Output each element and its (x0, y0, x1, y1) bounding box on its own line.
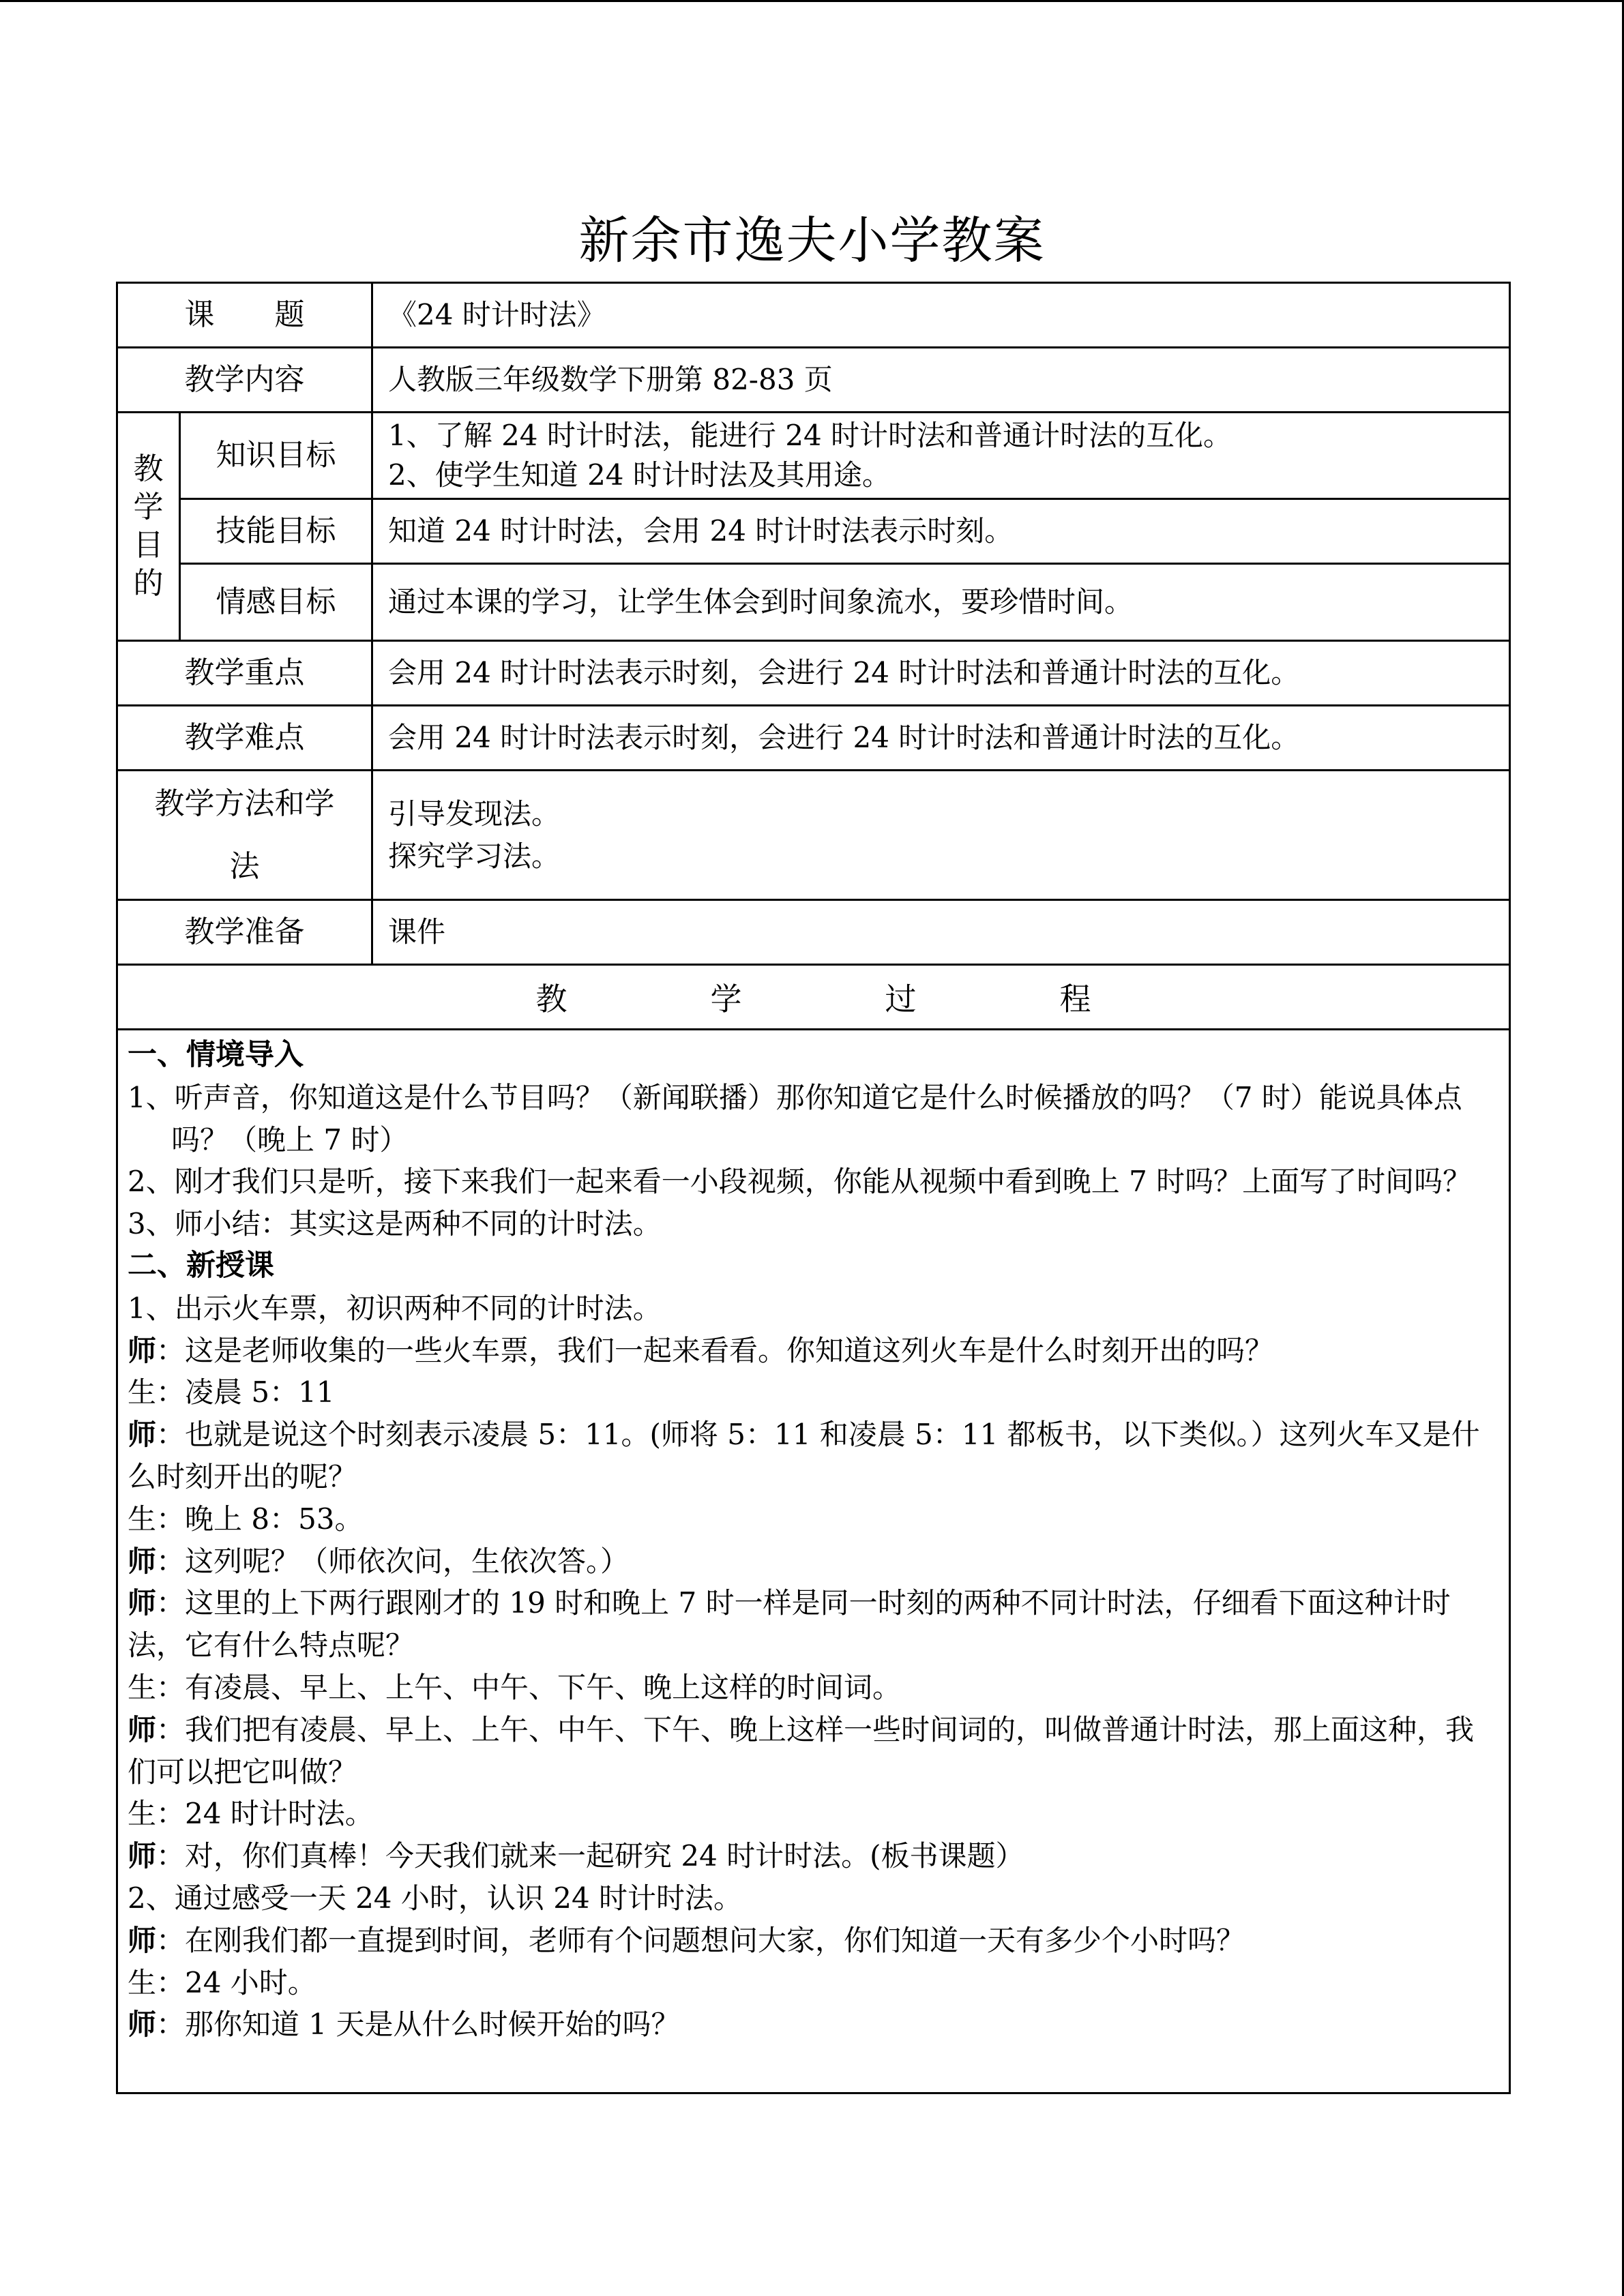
speaker-label: 师 (128, 1923, 157, 1957)
process-body (117, 1030, 1510, 2093)
skill-goal-value: 知道 24 时计时法，会用 24 时计时法表示时刻。 (372, 499, 1510, 564)
process-list (128, 1034, 1496, 2046)
process-line: 2、通过感受一天 24 小时，认识 24 时计时法。 (128, 1881, 743, 1915)
row-process-header (117, 965, 1510, 1030)
skill-goal-label: 技能目标 (180, 499, 372, 564)
method-line: 探究学习法。 (388, 839, 561, 873)
goals-char: 的 (133, 566, 164, 601)
goals-group-label (117, 413, 180, 641)
dialog-text: ：那你知道 1 天是从什么时候开始的吗？ (156, 2008, 680, 2042)
dialog-text: ：也就是说这个时刻表示凌晨 5：11。(师将 5：11 和凌晨 5：11 都板书，以下类似。）这列火车又是什么时刻开出的呢？ (128, 1418, 1480, 1493)
speaker-label: 师 (128, 1418, 157, 1452)
knowledge-goal-line: 1、了解 24 时计时法，能进行 24 时计时法和普通计时法的互化。 (388, 419, 1232, 452)
speaker-label: 师 (128, 1586, 157, 1620)
prep-label: 教学准备 (117, 900, 372, 965)
page-top-border (0, 0, 1624, 2)
prep-value: 课件 (372, 900, 1510, 965)
row-difficulty (117, 706, 1510, 771)
key-point-value: 会用 24 时计时法表示时刻，会进行 24 时计时法和普通计时法的互化。 (372, 641, 1510, 706)
speaker-label: 师 (128, 1544, 157, 1578)
process-numbered-item: 3、师小结：其实这是两种不同的计时法。 (128, 1207, 662, 1241)
method-label-line: 法 (229, 848, 260, 884)
process-numbered-item: 1、听声音，你知道这是什么节目吗？（新闻联播）那你知道它是什么时候播放的吗？（7 时）能说具体点吗？（晚上 7 时） (128, 1080, 1462, 1157)
process-section-heading: 二、新授课 (128, 1248, 274, 1283)
process-dialog-line (128, 2003, 1496, 2046)
process-header (117, 965, 1510, 1030)
dialog-text: ：这里的上下两行跟刚才的 19 时和晚上 7 时一样是同一时刻的两种不同计时法，仔细看下面这种计时法，它有什么特点呢？ (128, 1586, 1451, 1663)
method-line: 引导发现法。 (388, 796, 561, 831)
row-content (117, 348, 1510, 413)
emotion-goal-label: 情感目标 (180, 564, 372, 641)
dialog-text: ：在刚我们都一直提到时间，老师有个问题想问大家，你们知道一天有多少个小时吗？ (156, 1923, 1245, 1957)
method-label-line: 教学方法和学 (154, 786, 335, 821)
goals-char: 目 (133, 528, 164, 563)
speaker-label: 师 (128, 1333, 157, 1367)
difficulty-label: 教学难点 (117, 706, 372, 771)
content-label: 教学内容 (117, 348, 372, 413)
dialog-text: ：我们把有凌晨、早上、上午、中午、下午、晚上这样一些时间词的，叫做普通计时法，那上面这种，我们可以把它叫做？ (128, 1712, 1475, 1789)
process-dialog-line (128, 1835, 1496, 1877)
content-value: 人教版三年级数学下册第 82-83 页 (372, 348, 1510, 413)
row-method (117, 771, 1510, 900)
row-prep (117, 900, 1510, 965)
emotion-goal-value: 通过本课的学习，让学生体会到时间象流水，要珍惜时间。 (372, 564, 1510, 641)
process-dialog-line (128, 1540, 1496, 1583)
process-section-heading: 一、情境导入 (128, 1038, 304, 1072)
row-knowledge-goal (117, 413, 1510, 499)
process-line: 生：有凌晨、早上、上午、中午、下午、晚上这样的时间词。 (128, 1670, 902, 1704)
dialog-text: ：这是老师收集的一些火车票，我们一起来看看。你知道这列火车是什么时刻开出的吗？ (156, 1333, 1274, 1367)
lesson-plan-table (116, 282, 1511, 2094)
speaker-label: 师 (128, 2008, 157, 2042)
topic-label: 课 题 (117, 283, 372, 348)
row-emotion-goal (117, 564, 1510, 641)
process-dialog-line (128, 1330, 1496, 1372)
row-skill-goal (117, 499, 1510, 564)
knowledge-goal-value (372, 413, 1510, 499)
goals-char: 教 (133, 451, 164, 486)
process-dialog-line (128, 1582, 1496, 1667)
process-line: 1、出示火车票，初识两种不同的计时法。 (128, 1291, 662, 1325)
document-title: 新余市逸夫小学教案 (578, 211, 1046, 270)
process-dialog-line (128, 1709, 1496, 1793)
process-header-char: 教 (535, 981, 567, 1017)
row-topic (117, 283, 1510, 348)
goals-char: 学 (133, 490, 164, 524)
speaker-label: 师 (128, 1712, 157, 1746)
process-dialog-line (128, 1414, 1496, 1498)
method-label (117, 771, 372, 900)
speaker-label: 师 (128, 1839, 157, 1873)
key-point-label: 教学重点 (117, 641, 372, 706)
process-header-char: 过 (885, 981, 917, 1017)
process-line: 生：24 小时。 (128, 1965, 316, 1999)
process-numbered-item: 2、刚才我们只是听，接下来我们一起来看一小段视频，你能从视频中看到晚上 7 时吗？上面写了时间吗？ (128, 1165, 1472, 1199)
row-key-point (117, 641, 1510, 706)
dialog-text: ：这列呢？（师依次问，生依次答。） (156, 1544, 630, 1578)
process-line: 生：晚上 8：53。 (128, 1502, 364, 1536)
process-line: 生：凌晨 5：11 (128, 1375, 335, 1410)
process-dialog-line (128, 1920, 1496, 1962)
topic-value: 《24 时计时法》 (372, 283, 1510, 348)
process-header-char: 学 (710, 981, 742, 1017)
difficulty-value: 会用 24 时计时法表示时刻，会进行 24 时计时法和普通计时法的互化。 (372, 706, 1510, 771)
knowledge-goal-label: 知识目标 (180, 413, 372, 499)
row-process-body (117, 1030, 1510, 2093)
method-value (372, 771, 1510, 900)
dialog-text: ：对，你们真棒！今天我们就来一起研究 24 时计时法。(板书课题） (156, 1839, 1024, 1873)
knowledge-goal-line: 2、使学生知道 24 时计时法及其用途。 (388, 458, 891, 492)
process-line: 生：24 时计时法。 (128, 1797, 374, 1831)
process-header-char: 程 (1059, 981, 1091, 1017)
